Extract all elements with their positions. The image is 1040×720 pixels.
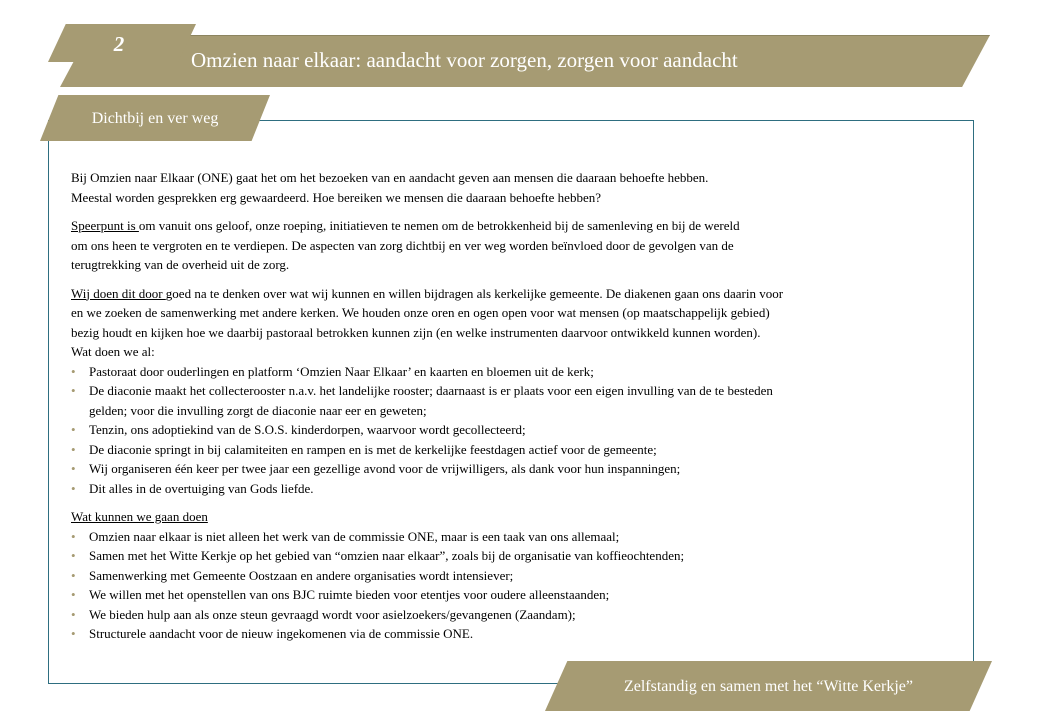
bullet-icon: • (71, 422, 76, 437)
intro-line-1: Bij Omzien naar Elkaar (ONE) gaat het om het bezoeken van en aandacht geven aan mensen die daaraan behoefte hebben. (71, 170, 709, 185)
footer-label: Zelfstandig en samen met het “Witte Kerkje” (623, 678, 913, 695)
bullet-icon: • (71, 548, 76, 563)
bullet-icon: • (71, 441, 76, 457)
speerpunt-line-2: om ons heen te vergroten en te verdiepen. De aspecten van zorg dichtbij en ver weg worden beïnvloed door de gevolgen van de (71, 237, 734, 253)
list-item: • We bieden hulp aan als onze steun gevraagd wordt voor asielzoekers/gevangenen (Zaandam); (71, 605, 961, 625)
bullet-icon: • (71, 606, 76, 622)
section-number: 2 (113, 32, 125, 56)
speerpunt-label: Speerpunt is (71, 218, 139, 233)
list-item: • Wij organiseren één keer per twee jaar een gezellige avond voor de vrijwilligers, als dank voor hun inspanningen; (71, 459, 961, 479)
list-item: • Samenwerking met Gemeente Oostzaan en andere organisaties wordt intensiever; (71, 566, 961, 586)
wat-kunnen-heading (71, 507, 961, 527)
bullet-icon: • (71, 528, 76, 544)
bullet-icon: • (71, 383, 76, 398)
speerpunt-paragraph (71, 216, 961, 275)
list-item: • Samen met het Witte Kerkje op het gebied van “omzien naar elkaar”, zoals bij de organisatie van koffieochtenden; (71, 546, 961, 566)
bullet-icon: • (71, 480, 76, 496)
bullet-icon: • (71, 567, 76, 583)
list-item: • Omzien naar elkaar is niet alleen het werk van de commissie ONE, maar is een taak van ons allemaal; (71, 527, 961, 547)
list-item: • We willen met het openstellen van ons BJC ruimte bieden voor etentjes voor oudere alleenstaanden; (71, 585, 961, 605)
list-item: • De diaconie springt in bij calamiteiten en rampen en is met de kerkelijke feestdagen actief voor de gemeente; (71, 440, 961, 460)
wij-doen-line-1: goed na te denken over wat wij kunnen en willen bijdragen als kerkelijke gemeente. De diakenen gaan ons daarin voor (165, 285, 784, 301)
wij-doen-line-2: en we zoeken de samenwerking met andere kerken. We houden onze oren en ogen open voor wat mensen (op maatschappelijk gebied) (71, 305, 770, 320)
body-text (71, 168, 961, 644)
bullet-icon: • (71, 363, 76, 379)
wij-doen-label: Wij doen dit door (71, 285, 166, 301)
speerpunt-line-1: om vanuit ons geloof, onze roeping, initiatieven te nemen om de betrokkenheid bij de samenleving en bij de wereld (138, 218, 740, 233)
page-title: Omzien naar elkaar: aandacht voor zorgen, zorgen voor aandacht (191, 48, 738, 72)
bullet-icon: • (71, 587, 76, 602)
list-item: • Dit alles in de overtuiging van Gods liefde. (71, 479, 961, 499)
bullet-icon: • (71, 461, 76, 476)
future-plans-list (71, 527, 961, 644)
list-item: • Pastoraat door ouderlingen en platform ‘Omzien Naar Elkaar’ en kaarten en bloemen uit de kerk; (71, 362, 961, 382)
list-item: • De diaconie maakt het collecterooster n.a.v. het landelijke rooster; daarnaast is er plaats voor een eigen invulling van de te besteden gelden; voor die invulling zorgt de diaconie naar eer en geweten; (71, 383, 773, 418)
wat-kunnen-label: Wat kunnen we gaan doen (71, 509, 208, 524)
wij-doen-line-3: bezig houdt en kijken hoe we daarbij pastoraal betrokken kunnen zijn (en welke instrumenten daarvoor ontwikkeld kunnen worden). (71, 324, 761, 340)
intro-paragraph (71, 168, 961, 207)
wij-doen-paragraph (71, 284, 961, 362)
speerpunt-line-3: terugtrekking van de overheid uit de zorg. (71, 257, 290, 272)
wij-doen-line-4: Wat doen we al: (71, 344, 155, 359)
intro-line-2: Meestal worden gesprekken erg gewaardeerd. Hoe bereiken we mensen die daaraan behoefte hebben? (71, 189, 601, 205)
bullet-icon: • (71, 626, 76, 641)
section-tag-label: Dichtbij en ver weg (91, 110, 219, 127)
current-activities-list (71, 362, 961, 499)
list-item: • Structurele aandacht voor de nieuw ingekomenen via de commissie ONE. (71, 624, 961, 644)
list-item: • Tenzin, ons adoptiekind van de S.O.S. kinderdorpen, waarvoor wordt gecollecteerd; (71, 420, 961, 440)
